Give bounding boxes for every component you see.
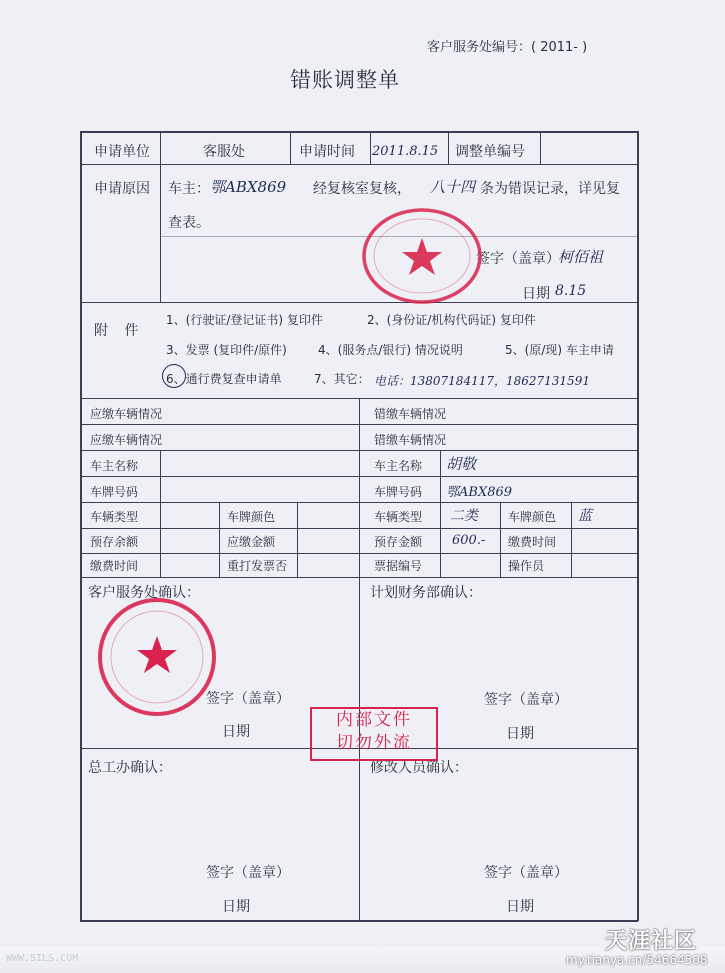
prepaid-balance-label: 预存余额 — [90, 535, 139, 549]
owner-name-label-right: 车主名称 — [374, 459, 423, 473]
attachment-7: 7、其它： — [314, 372, 370, 386]
finance-date-label: 日期 — [506, 726, 534, 742]
page-title: 错账调整单 — [290, 68, 400, 92]
internal-stamp-line-2: 切勿外流 — [336, 733, 412, 753]
modifier-sign-label: 签字（盖章） — [484, 865, 568, 881]
plate-label-left: 车牌号码 — [90, 485, 139, 499]
prepaid-amount-value: 600.- — [452, 533, 486, 548]
cs-sign-label: 签字（盖章） — [206, 691, 290, 707]
reason-date: 8.15 — [555, 283, 587, 299]
forum-watermark: 天涯社区 — [605, 929, 698, 954]
internal-stamp-line-1: 内部文件 — [336, 710, 412, 730]
finance-sign-label: 签字（盖章） — [484, 692, 568, 708]
operator-label: 操作员 — [508, 559, 545, 573]
plate-color-label-left: 车牌颜色 — [227, 510, 276, 524]
reason-date-label: 日期 — [522, 286, 550, 302]
due-amount-label: 应缴金额 — [227, 535, 276, 549]
finance-confirm-label: 计划财务部确认： — [370, 585, 482, 601]
ticket-number-label: 票据编号 — [374, 559, 423, 573]
reason-text-c: 查表。 — [168, 215, 210, 231]
plate-color-value: 蓝 — [578, 508, 592, 524]
plate-label-right: 车牌号码 — [374, 485, 423, 499]
attachment-5: 5、(原/现) 车主申请 — [505, 343, 614, 357]
official-seal-top — [360, 206, 484, 306]
reason-count: 八十四 — [430, 178, 476, 196]
plate-value: 鄂ABX869 — [446, 485, 513, 500]
plate-color-label-right: 车牌颜色 — [508, 510, 557, 524]
apply-time-value: 2011.8.15 — [372, 144, 439, 159]
reason-signature: 柯佰祖 — [558, 248, 604, 266]
attachment-1: 1、(行驶证/登记证书) 复印件 — [166, 313, 323, 327]
site-watermark: WWW.5ILS.COM — [6, 953, 79, 964]
pay-time-label-left: 缴费时间 — [90, 559, 139, 573]
chief-office-confirm-label: 总工办确认： — [88, 760, 172, 776]
modifier-date-label: 日期 — [506, 899, 534, 915]
cs-date-label: 日期 — [222, 724, 250, 740]
attachment-phone: 电话：13807184117，18627131591 — [374, 374, 590, 388]
chief-date-label: 日期 — [222, 899, 250, 915]
owner-name-label-left: 车主名称 — [90, 459, 139, 473]
adjust-number-label: 调整单编号 — [455, 144, 525, 160]
attachment-4: 4、(服务点/银行) 情况说明 — [318, 343, 463, 357]
prepaid-amount-label: 预存金额 — [374, 535, 423, 549]
applicant-label: 申请单位 — [94, 144, 150, 160]
service-number: 客户服务处编号：( 2011- ) — [427, 40, 588, 55]
wrong-vehicle-label-2: 错缴车辆情况 — [374, 433, 447, 447]
reason-plate: 鄂ABX869 — [210, 178, 287, 196]
url-watermark: my.tianya.cn/54664508 — [566, 953, 708, 967]
owner-name-value: 胡敬 — [446, 455, 477, 473]
reason-sign-label: 签字（盖章） — [476, 251, 560, 267]
reason-text-b: 条为错误记录，详见复 — [480, 181, 620, 197]
official-seal-bottom — [95, 596, 219, 718]
reason-text-a: 经复核室复核， — [313, 181, 411, 197]
apply-time-label: 申请时间 — [299, 144, 355, 160]
modifier-confirm-label: 修改人员确认： — [370, 760, 468, 776]
vehicle-type-value: 二类 — [450, 508, 478, 524]
wrong-vehicle-label: 错缴车辆情况 — [374, 407, 447, 421]
chief-sign-label: 签字（盖章） — [206, 865, 290, 881]
reissue-invoice-label: 重打发票否 — [227, 559, 288, 573]
reason-label: 申请原因 — [94, 181, 150, 197]
internal-document-stamp — [310, 707, 438, 761]
vehicle-type-label-left: 车辆类型 — [90, 510, 139, 524]
attachments-label: 附 件 — [94, 323, 145, 339]
attachment-2: 2、(身份证/机构代码证) 复印件 — [367, 313, 536, 327]
owner-prefix: 车主： — [168, 181, 210, 197]
attachment-3: 3、发票 (复印件/原件) — [166, 343, 287, 357]
attachment-6-circle-mark — [162, 364, 186, 388]
pay-time-label-right: 缴费时间 — [508, 535, 557, 549]
attachment-6: 6、通行费复查申请单 — [166, 372, 282, 386]
due-vehicle-label-2: 应缴车辆情况 — [90, 433, 163, 447]
applicant-value: 客服处 — [203, 144, 245, 160]
due-vehicle-label: 应缴车辆情况 — [90, 407, 163, 421]
customer-service-confirm-label: 客户服务处确认： — [88, 585, 200, 601]
vehicle-type-label-right: 车辆类型 — [374, 510, 423, 524]
